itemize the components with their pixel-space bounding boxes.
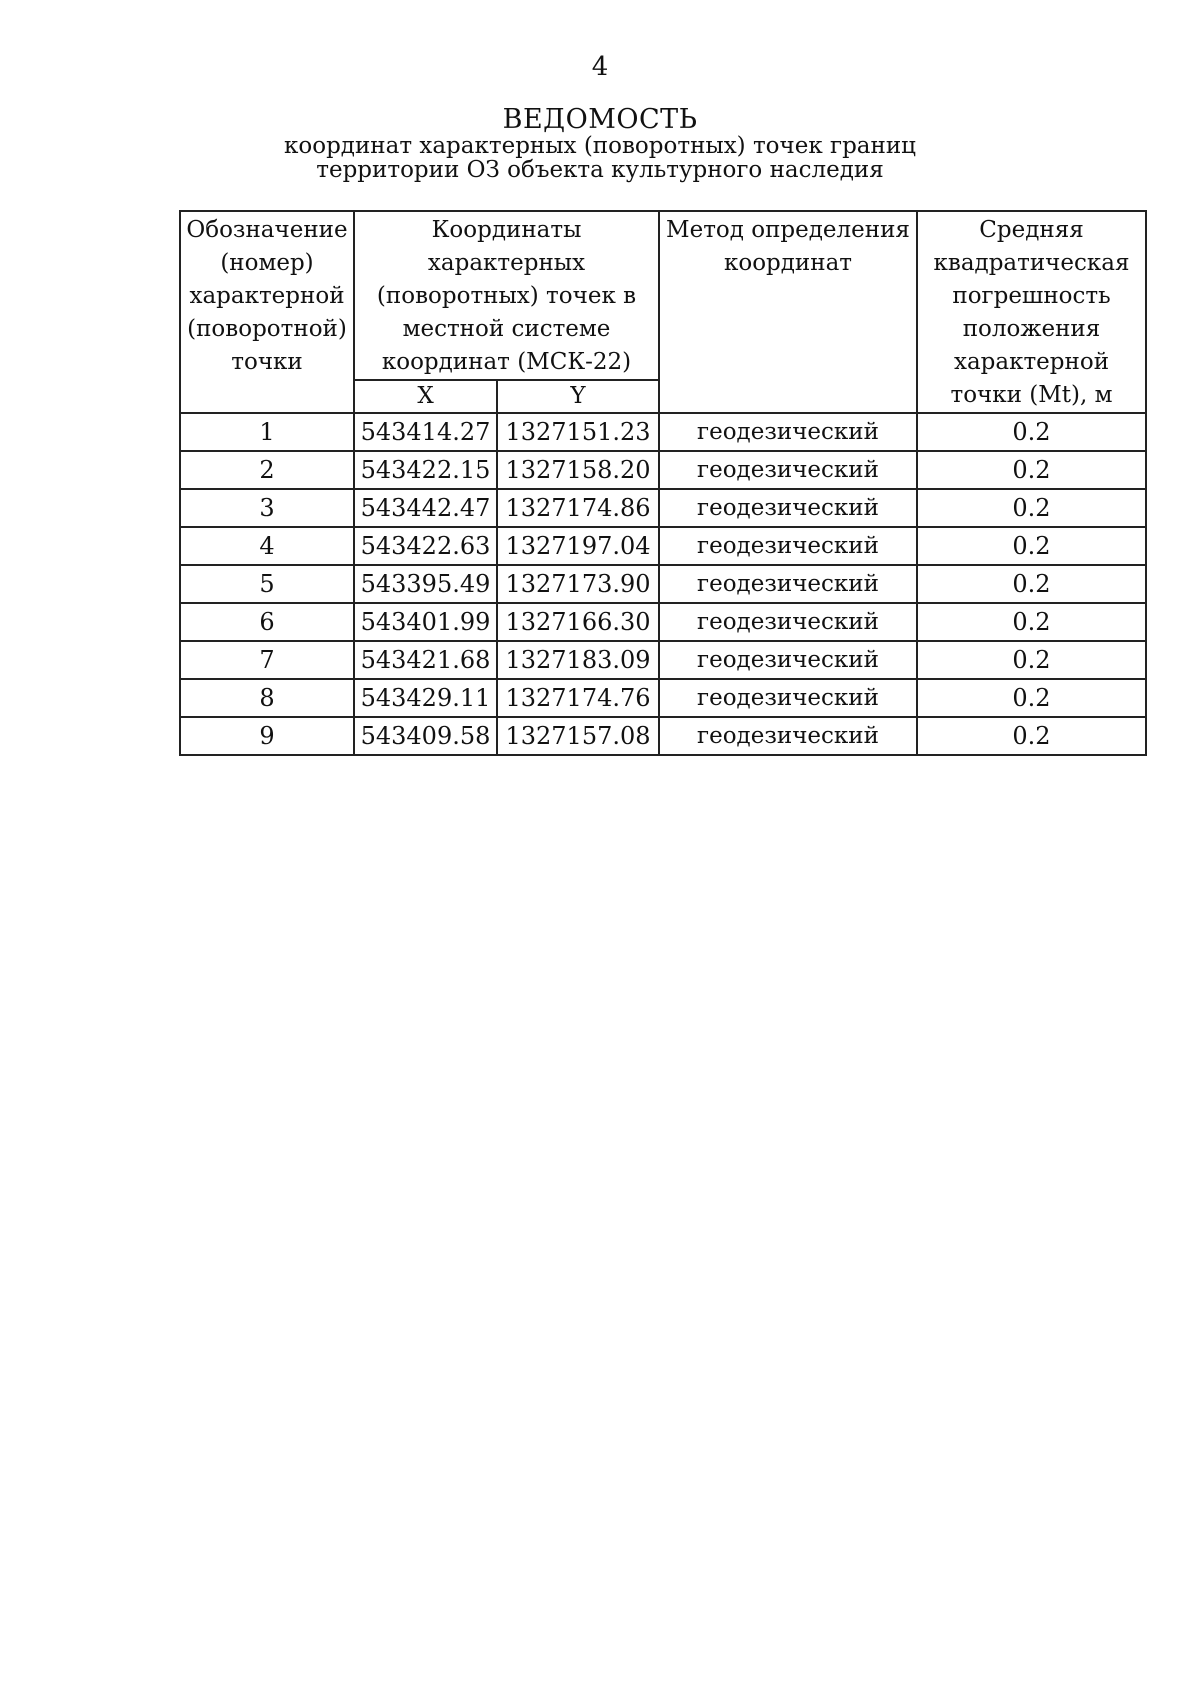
mean-error: 0.2 [917,641,1146,679]
coord-y: 1327183.09 [497,641,659,679]
coordinates-table [179,210,1147,756]
table-row [180,603,1146,641]
method: геодезический [659,717,917,755]
method: геодезический [659,679,917,717]
header-designation [180,211,354,413]
header-text: квадратическая [933,250,1130,276]
point-number: 1 [180,413,354,451]
table-row [180,679,1146,717]
header-method [659,211,917,413]
point-number: 9 [180,717,354,755]
header-text: Координаты [431,217,582,243]
point-number: 6 [180,603,354,641]
coord-x: 543429.11 [354,679,497,717]
method: геодезический [659,413,917,451]
header-text: характерной [189,283,345,309]
method: геодезический [659,489,917,527]
coord-y: 1327173.90 [497,565,659,603]
point-number: 4 [180,527,354,565]
method: геодезический [659,527,917,565]
coord-y: 1327174.76 [497,679,659,717]
coord-x: 543422.63 [354,527,497,565]
header-text: (номер) [220,250,314,276]
mean-error: 0.2 [917,717,1146,755]
coord-x: 543395.49 [354,565,497,603]
header-error [917,211,1146,413]
point-number: 3 [180,489,354,527]
table-header-row [180,211,1146,380]
header-text: координат [723,250,853,276]
header-text: (поворотных) точек в [376,283,637,309]
method: геодезический [659,603,917,641]
header-text: Обозначение [186,217,348,243]
mean-error: 0.2 [917,489,1146,527]
mean-error: 0.2 [917,565,1146,603]
coord-x: 543422.15 [354,451,497,489]
header-text: характерных [427,250,586,276]
header-text: Средняя [979,217,1084,243]
header-text: точки (Mt), м [950,382,1113,408]
header-text: (поворотной) [187,316,347,342]
subtitle-line: координат характерных (поворотных) точек границ [284,133,916,159]
mean-error: 0.2 [917,679,1146,717]
header-text: Метод определения [666,217,910,243]
coord-x: 543409.58 [354,717,497,755]
coord-y: 1327151.23 [497,413,659,451]
coord-x: 543401.99 [354,603,497,641]
method: геодезический [659,565,917,603]
document-title: ВЕДОМОСТЬ [502,104,698,135]
document-subtitle [0,134,1200,182]
coord-x: 543421.68 [354,641,497,679]
mean-error: 0.2 [917,451,1146,489]
coord-y: 1327174.86 [497,489,659,527]
coord-x: 543442.47 [354,489,497,527]
table-row [180,451,1146,489]
mean-error: 0.2 [917,413,1146,451]
header-text: координат (МСК-22) [381,349,632,375]
point-number: 8 [180,679,354,717]
point-number: 2 [180,451,354,489]
header-coordinates [354,211,659,380]
header-text: характерной [953,349,1110,375]
coord-y: 1327197.04 [497,527,659,565]
header-text: положения [962,316,1101,342]
mean-error: 0.2 [917,603,1146,641]
page-number: 4 [591,52,609,82]
coord-y: 1327158.20 [497,451,659,489]
header-y: Y [497,380,659,413]
table-row [180,565,1146,603]
subtitle-line: территории ОЗ объекта культурного наследия [316,157,884,183]
header-text: местной системе [402,316,611,342]
point-number: 7 [180,641,354,679]
table-row [180,527,1146,565]
method: геодезический [659,641,917,679]
coord-x: 543414.27 [354,413,497,451]
table-row [180,717,1146,755]
header-text: точки [231,349,303,375]
table-row [180,413,1146,451]
point-number: 5 [180,565,354,603]
table-row [180,641,1146,679]
header-x: X [354,380,497,413]
coord-y: 1327166.30 [497,603,659,641]
coord-y: 1327157.08 [497,717,659,755]
method: геодезический [659,451,917,489]
mean-error: 0.2 [917,527,1146,565]
header-text: погрешность [952,283,1111,309]
table-row [180,489,1146,527]
